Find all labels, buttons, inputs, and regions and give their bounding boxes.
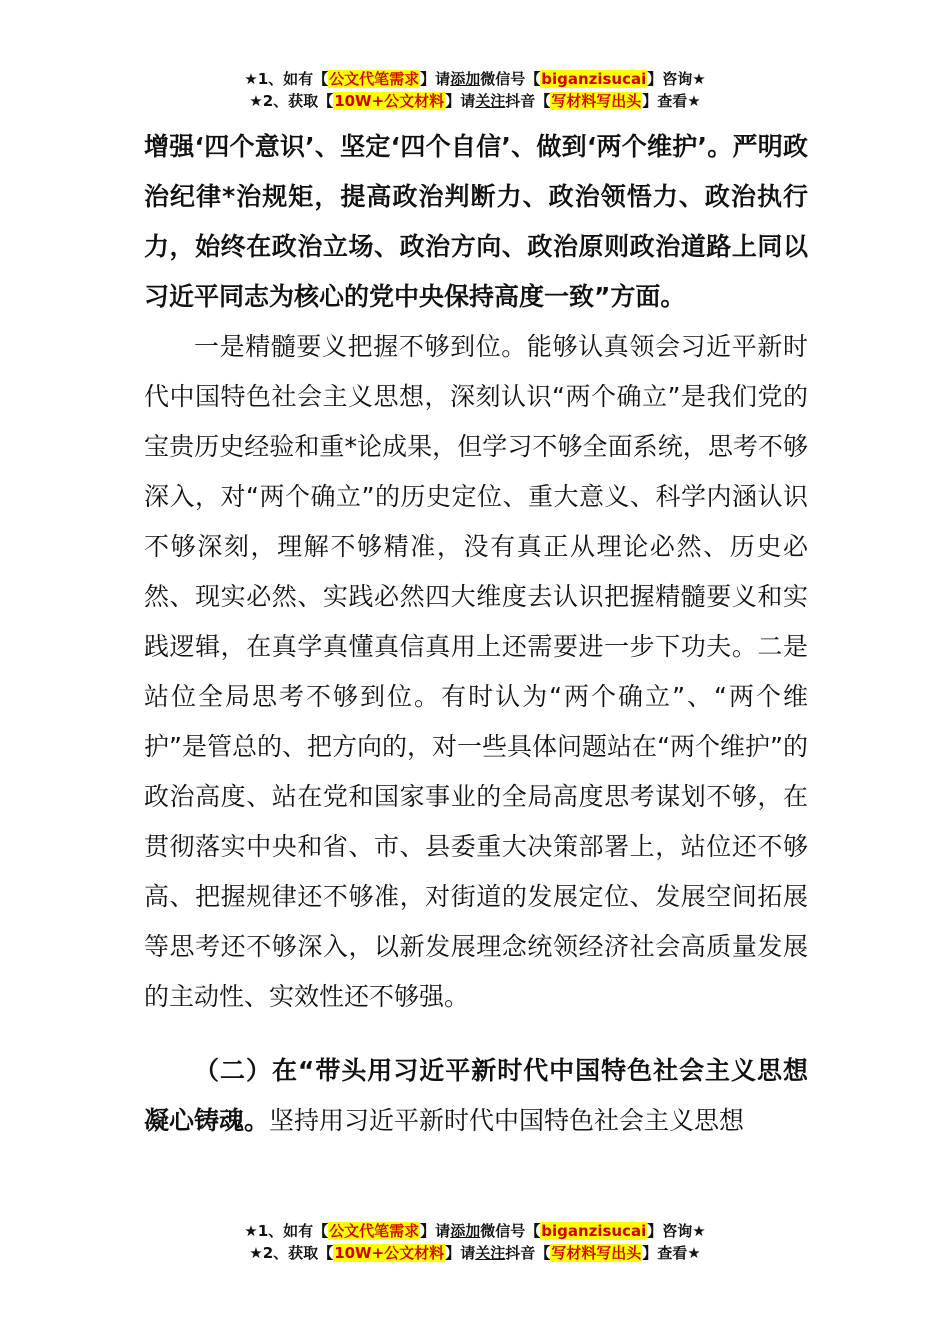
highlight-wechat-id: biganzisucai [541, 1222, 647, 1240]
highlight-wechat-id: biganzisucai [541, 70, 647, 88]
heading-continuation: 增强‘四个意识’、坚定‘四个自信’、做到‘两个维护’。严明政治纪律*治规矩，提高政治判断力、政治领悟力、政治执行力，始终在政治立场、政治方向、政治原则政治道路上同以习近平同志为核心的党中央保持高度一致”方面。 [144, 132, 808, 311]
promo-banner-bottom [0, 1220, 950, 1264]
highlight-service: 公文代笔需求 [329, 1222, 420, 1240]
highlight-materials: 10W+公文材料 [334, 92, 445, 110]
underlined-text: 添加 [450, 1222, 481, 1240]
highlight-service: 公文代笔需求 [329, 70, 420, 88]
underlined-text: 关注 [475, 1244, 506, 1262]
paragraph-gap [144, 1022, 808, 1046]
promo-text: ★2、获取【 [249, 1244, 334, 1262]
section-2-text: 坚持用习近平新时代中国特色社会主义思想 [269, 1106, 745, 1135]
promo-text: 微信号【 [480, 70, 541, 88]
underlined-text: 添加 [450, 70, 481, 88]
body-paragraph: 一是精髓要义把握不够到位。能够认真领会习近平新时代中国特色社会主义思想，深刻认识“两个确立”是我们党的宝贵历史经验和重*论成果，但学习不够全面系统，思考不够深入，对“两个确立”的历史定位、重大意义、科学内涵认识不够深刻，理解不够精准，没有真正从理论必然、历史必然、现实必然、实践必然四大维度去认识把握精髓要义和实践逻辑，在真学真懂真信真用上还需要进一步下功夫。二是站位全局思考不够到位。有时认为“两个确立”、“两个维护”是管总的、把方向的，对一些具体问题站在“两个维护”的政治高度、站在党和国家事业的全局高度思考谋划不够，在贯彻落实中央和省、市、县委重大决策部署上，站位还不够高、把握规律还不够准，对街道的发展定位、发展空间拓展等思考还不够深入，以新发展理念统领经济社会高质量发展的主动性、实效性还不够强。 [144, 332, 808, 1011]
promo-line-1 [0, 1220, 950, 1242]
highlight-douyin-id: 写材料写出头 [551, 92, 642, 110]
promo-text: 】咨询★ [647, 1222, 706, 1240]
promo-text: 】查看★ [642, 1244, 701, 1262]
underlined-text: 关注 [475, 92, 506, 110]
promo-text: 】查看★ [642, 92, 701, 110]
promo-text: 】请 [420, 70, 451, 88]
promo-text: 】请 [445, 92, 476, 110]
promo-text: 】请 [420, 1222, 451, 1240]
document-body [144, 122, 808, 1146]
promo-text: 】咨询★ [647, 70, 706, 88]
promo-banner-top [0, 68, 950, 112]
section-2-heading: （二）在“带头用习近平新时代中国特色社会主义思想凝心铸魂。 [144, 1056, 808, 1135]
highlight-materials: 10W+公文材料 [334, 1244, 445, 1262]
highlight-douyin-id: 写材料写出头 [551, 1244, 642, 1262]
promo-line-2 [0, 1242, 950, 1264]
promo-text: 抖音【 [505, 1244, 551, 1262]
promo-line-2 [0, 90, 950, 112]
promo-text: ★2、获取【 [249, 92, 334, 110]
promo-text: ★1、如有【 [244, 1222, 329, 1240]
section-2-paragraph [144, 1046, 808, 1146]
promo-text: 抖音【 [505, 92, 551, 110]
promo-text: 】请 [445, 1244, 476, 1262]
promo-line-1 [0, 68, 950, 90]
promo-text: ★1、如有【 [244, 70, 329, 88]
promo-text: 微信号【 [480, 1222, 541, 1240]
